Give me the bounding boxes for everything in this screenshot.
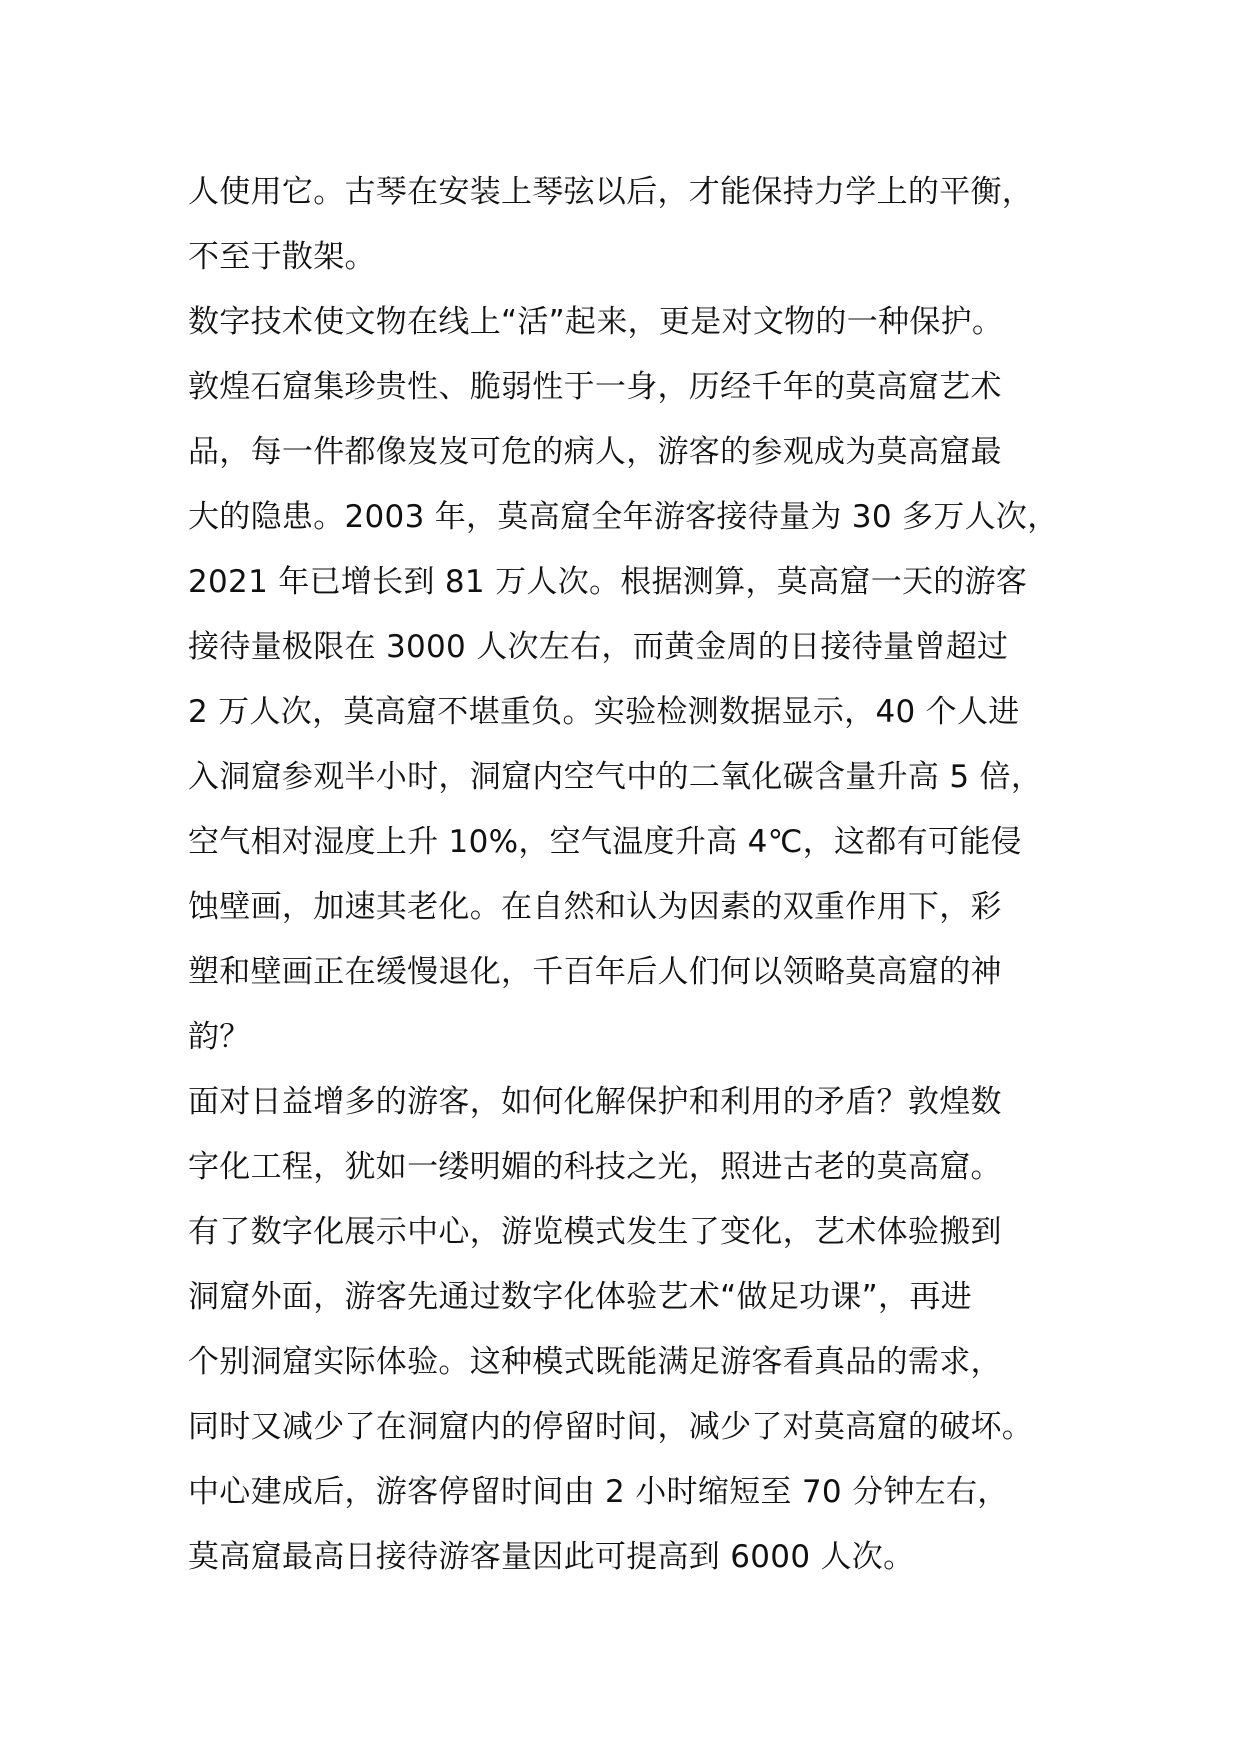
text-line: 个别洞窟实际体验。这种模式既能满足游客看真品的需求， [188,1344,1002,1380]
text-line: 数字技术使文物在线上“活”起来，更是对文物的一种保护。 [188,304,1004,340]
body-text [188,160,1068,1590]
text-line: 2021 年已增长到 81 万人次。根据测算，莫高窟一天的游客 [188,564,1028,600]
text-line: 接待量极限在 3000 人次左右，而黄金周的日接待量曾超过 [188,629,1009,665]
text-line: 敦煌石窟集珍贵性、脆弱性于一身，历经千年的莫高窟艺术 [188,369,1002,405]
text-line: 字化工程，犹如一缕明媚的科技之光，照进古老的莫高窟。 [188,1149,1002,1185]
text-line: 入洞窟参观半小时，洞窟内空气中的二氧化碳含量升高 5 倍， [188,759,1043,795]
text-line: 塑和壁画正在缓慢退化，千百年后人们何以领略莫高窟的神 [188,954,1002,990]
text-line: 2 万人次，莫高窟不堪重负。实验检测数据显示，40 个人进 [188,694,1020,730]
text-line: 莫高窟最高日接待游客量因此可提高到 6000 人次。 [188,1539,915,1575]
text-line: 蚀壁画，加速其老化。在自然和认为因素的双重作用下，彩 [188,889,1002,925]
text-line: 品，每一件都像岌岌可危的病人，游客的参观成为莫高窟最 [188,434,1002,470]
text-line: 空气相对湿度上升 10%，空气温度升高 4℃，这都有可能侵 [188,824,1022,860]
text-line: 不至于散架。 [188,239,376,275]
text-line: 大的隐患。2003 年，莫高窟全年游客接待量为 30 多万人次， [188,499,1059,535]
text-line: 同时又减少了在洞窟内的停留时间，减少了对莫高窟的破坏。 [188,1409,1034,1445]
text-line: 中心建成后，游客停留时间由 2 小时缩短至 70 分钟左右， [188,1474,1009,1510]
text-line: 韵？ [188,1019,251,1055]
text-line: 面对日益增多的游客，如何化解保护和利用的矛盾？敦煌数 [188,1084,1002,1120]
text-line: 人使用它。古琴在安装上琴弦以后，才能保持力学上的平衡， [188,174,1034,210]
text-line: 有了数字化展示中心，游览模式发生了变化，艺术体验搬到 [188,1214,1002,1250]
text-line: 洞窟外面，游客先通过数字化体验艺术“做足功课”，再进 [188,1279,972,1315]
